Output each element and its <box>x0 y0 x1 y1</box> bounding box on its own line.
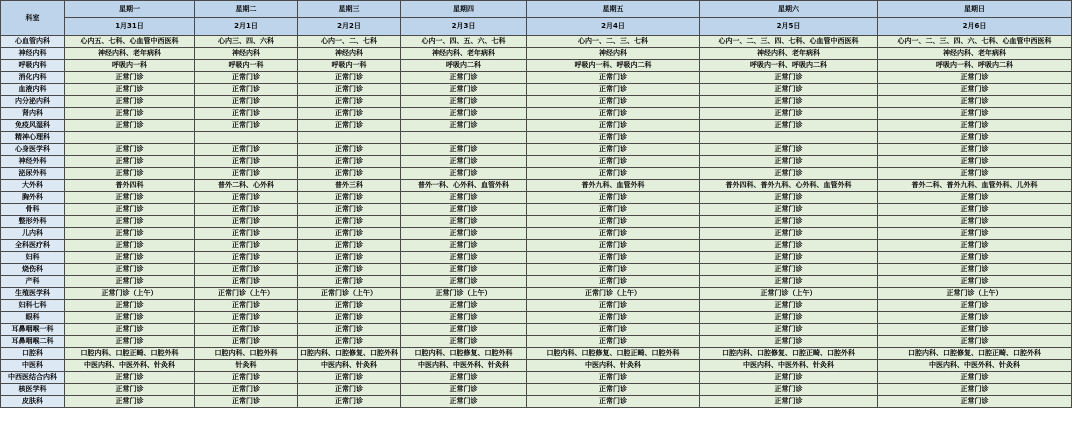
schedule-cell: 正常门诊（上午） <box>65 288 195 300</box>
schedule-cell: 普外二科、普外九科、血管外科、儿外科 <box>878 180 1072 192</box>
schedule-cell: 中医内科、中医外科、针灸科 <box>65 360 195 372</box>
schedule-cell: 正常门诊 <box>527 168 700 180</box>
weekday-header: 星期五 <box>527 1 700 18</box>
schedule-cell: 正常门诊 <box>527 396 700 408</box>
dept-name-cell: 妇科 <box>1 252 65 264</box>
schedule-cell: 正常门诊 <box>700 396 878 408</box>
schedule-cell: 正常门诊 <box>65 216 195 228</box>
table-row <box>1 72 1072 84</box>
table-row <box>1 216 1072 228</box>
schedule-cell: 正常门诊 <box>401 192 527 204</box>
schedule-cell: 神经内科 <box>195 48 298 60</box>
date-header: 2月3日 <box>401 18 527 36</box>
schedule-cell: 针灸科 <box>195 360 298 372</box>
schedule-cell: 正常门诊 <box>298 324 401 336</box>
table-row <box>1 36 1072 48</box>
schedule-cell: 正常门诊 <box>298 240 401 252</box>
schedule-cell: 正常门诊 <box>700 252 878 264</box>
schedule-cell: 正常门诊 <box>401 240 527 252</box>
schedule-cell: 中医内科、针灸科 <box>527 360 700 372</box>
schedule-cell: 正常门诊 <box>700 300 878 312</box>
schedule-cell: 正常门诊 <box>298 228 401 240</box>
schedule-cell: 正常门诊 <box>878 300 1072 312</box>
weekday-header: 星期二 <box>195 1 298 18</box>
schedule-cell: 正常门诊 <box>700 108 878 120</box>
schedule-cell: 正常门诊 <box>878 336 1072 348</box>
schedule-cell: 正常门诊 <box>527 120 700 132</box>
schedule-cell: 正常门诊 <box>527 192 700 204</box>
schedule-cell: 普外九科、血管外科 <box>527 180 700 192</box>
dept-name-cell: 妇科七科 <box>1 300 65 312</box>
schedule-cell: 正常门诊 <box>401 264 527 276</box>
schedule-cell: 正常门诊 <box>401 84 527 96</box>
schedule-cell: 正常门诊 <box>195 324 298 336</box>
schedule-cell: 正常门诊 <box>298 72 401 84</box>
dept-name-cell: 儿内科 <box>1 228 65 240</box>
schedule-cell: 正常门诊 <box>527 132 700 144</box>
schedule-cell: 心内一、四、五、六、七科 <box>401 36 527 48</box>
schedule-cell: 正常门诊 <box>298 384 401 396</box>
dept-name-cell: 消化内科 <box>1 72 65 84</box>
date-header: 1月31日 <box>65 18 195 36</box>
schedule-cell: 正常门诊 <box>878 96 1072 108</box>
schedule-cell: 呼吸内一科、呼吸内二科 <box>878 60 1072 72</box>
schedule-cell: 正常门诊 <box>65 372 195 384</box>
schedule-cell: 正常门诊（上午） <box>527 288 700 300</box>
schedule-cell: 正常门诊 <box>878 384 1072 396</box>
schedule-cell: 心内五、七科、心血管中西医科 <box>65 36 195 48</box>
dept-name-cell: 血液内科 <box>1 84 65 96</box>
schedule-cell: 正常门诊 <box>65 312 195 324</box>
table-row <box>1 396 1072 408</box>
dept-name-cell: 胸外科 <box>1 192 65 204</box>
schedule-cell: 口腔内科、口腔修复、口腔正畸、口腔外科 <box>878 348 1072 360</box>
schedule-cell: 正常门诊 <box>195 144 298 156</box>
schedule-cell: 神经内科、老年病科 <box>700 48 878 60</box>
schedule-cell: 正常门诊 <box>527 216 700 228</box>
schedule-cell: 正常门诊 <box>65 204 195 216</box>
schedule-cell: 正常门诊 <box>195 264 298 276</box>
schedule-cell: 中医内科、中医外科、针灸科 <box>401 360 527 372</box>
schedule-cell: 正常门诊 <box>401 168 527 180</box>
schedule-cell: 正常门诊 <box>298 84 401 96</box>
schedule-cell <box>401 132 527 144</box>
dept-name-cell: 心身医学科 <box>1 144 65 156</box>
schedule-cell: 正常门诊 <box>298 108 401 120</box>
dept-name-cell: 内分泌内科 <box>1 96 65 108</box>
schedule-cell: 正常门诊 <box>298 312 401 324</box>
schedule-cell: 正常门诊 <box>195 216 298 228</box>
schedule-cell: 正常门诊 <box>527 144 700 156</box>
date-header: 2月1日 <box>195 18 298 36</box>
schedule-cell: 正常门诊 <box>65 144 195 156</box>
table-row <box>1 84 1072 96</box>
schedule-cell: 口腔内科、口腔修复、口腔外科 <box>298 348 401 360</box>
schedule-cell: 正常门诊 <box>527 252 700 264</box>
schedule-cell: 正常门诊 <box>878 192 1072 204</box>
schedule-cell: 正常门诊 <box>195 396 298 408</box>
schedule-cell: 正常门诊 <box>298 300 401 312</box>
schedule-cell: 普外三科 <box>298 180 401 192</box>
schedule-cell: 正常门诊（上午） <box>700 288 878 300</box>
table-row <box>1 228 1072 240</box>
date-header: 2月6日 <box>878 18 1072 36</box>
schedule-cell: 呼吸内一科 <box>298 60 401 72</box>
schedule-cell: 正常门诊 <box>195 96 298 108</box>
schedule-cell: 正常门诊 <box>878 72 1072 84</box>
schedule-cell: 正常门诊 <box>401 72 527 84</box>
schedule-cell: 正常门诊 <box>700 192 878 204</box>
table-row <box>1 360 1072 372</box>
schedule-cell: 正常门诊 <box>878 132 1072 144</box>
schedule-cell: 正常门诊 <box>65 156 195 168</box>
schedule-cell: 神经内科 <box>527 48 700 60</box>
dept-name-cell: 口腔科 <box>1 348 65 360</box>
schedule-cell: 正常门诊 <box>401 144 527 156</box>
schedule-cell: 普外四科、普外九科、心外科、血管外科 <box>700 180 878 192</box>
dept-name-cell: 眼科 <box>1 312 65 324</box>
schedule-cell: 正常门诊 <box>527 108 700 120</box>
date-header: 2月2日 <box>298 18 401 36</box>
schedule-cell: 正常门诊 <box>65 228 195 240</box>
schedule-cell: 正常门诊 <box>878 240 1072 252</box>
table-row <box>1 300 1072 312</box>
schedule-cell: 口腔内科、口腔修复、口腔正畸、口腔外科 <box>527 348 700 360</box>
dept-name-cell: 心血管内科 <box>1 36 65 48</box>
schedule-cell: 正常门诊 <box>878 252 1072 264</box>
schedule-cell: 正常门诊 <box>195 84 298 96</box>
table-row <box>1 192 1072 204</box>
dept-name-cell: 中西医结合内科 <box>1 372 65 384</box>
schedule-cell: 正常门诊 <box>527 84 700 96</box>
schedule-cell: 正常门诊 <box>195 168 298 180</box>
dept-name-cell: 烧伤科 <box>1 264 65 276</box>
dept-name-cell: 耳鼻咽喉一科 <box>1 324 65 336</box>
schedule-cell: 普外一科、心外科、血管外科 <box>401 180 527 192</box>
dept-name-cell: 神经内科 <box>1 48 65 60</box>
table-row <box>1 240 1072 252</box>
table-row <box>1 288 1072 300</box>
schedule-cell: 正常门诊 <box>878 168 1072 180</box>
schedule-cell: 心内一、二、三、四、七科、心血管中西医科 <box>700 36 878 48</box>
schedule-cell: 正常门诊 <box>401 276 527 288</box>
schedule-cell: 正常门诊 <box>401 324 527 336</box>
dept-name-cell: 神经外科 <box>1 156 65 168</box>
schedule-cell: 正常门诊 <box>700 264 878 276</box>
table-row <box>1 156 1072 168</box>
schedule-cell: 正常门诊 <box>878 396 1072 408</box>
schedule-cell: 正常门诊 <box>401 108 527 120</box>
schedule-cell: 正常门诊 <box>700 384 878 396</box>
schedule-cell: 正常门诊 <box>401 312 527 324</box>
dept-column-header: 科室 <box>1 1 65 36</box>
schedule-cell: 正常门诊 <box>65 240 195 252</box>
schedule-cell: 正常门诊 <box>700 204 878 216</box>
schedule-cell: 正常门诊 <box>298 144 401 156</box>
schedule-cell: 正常门诊 <box>878 312 1072 324</box>
schedule-cell: 正常门诊 <box>401 228 527 240</box>
schedule-cell: 正常门诊 <box>195 276 298 288</box>
schedule-cell: 中医内科、中医外科、针灸科 <box>878 360 1072 372</box>
schedule-cell: 正常门诊 <box>700 96 878 108</box>
table-row <box>1 252 1072 264</box>
schedule-cell: 正常门诊 <box>527 72 700 84</box>
schedule-cell: 心内一、二、七科 <box>298 36 401 48</box>
schedule-cell: 正常门诊 <box>298 204 401 216</box>
schedule-cell: 正常门诊 <box>401 96 527 108</box>
schedule-cell: 正常门诊 <box>298 372 401 384</box>
weekday-header: 星期三 <box>298 1 401 18</box>
schedule-cell: 正常门诊 <box>65 276 195 288</box>
schedule-cell: 正常门诊 <box>700 324 878 336</box>
table-row <box>1 312 1072 324</box>
schedule-cell: 正常门诊 <box>527 384 700 396</box>
date-header: 2月5日 <box>700 18 878 36</box>
schedule-cell: 正常门诊 <box>298 192 401 204</box>
schedule-cell: 神经内科、老年病科 <box>65 48 195 60</box>
schedule-cell: 正常门诊 <box>401 384 527 396</box>
schedule-cell <box>298 132 401 144</box>
schedule-cell: 正常门诊 <box>700 156 878 168</box>
schedule-cell: 正常门诊 <box>195 252 298 264</box>
schedule-cell: 正常门诊 <box>298 276 401 288</box>
schedule-cell: 正常门诊 <box>195 372 298 384</box>
schedule-cell: 正常门诊 <box>195 156 298 168</box>
schedule-cell: 正常门诊 <box>700 168 878 180</box>
weekday-header: 星期一 <box>65 1 195 18</box>
schedule-cell: 正常门诊 <box>298 216 401 228</box>
date-header: 2月4日 <box>527 18 700 36</box>
schedule-cell: 正常门诊 <box>65 264 195 276</box>
table-row <box>1 180 1072 192</box>
schedule-cell: 呼吸内一科 <box>195 60 298 72</box>
schedule-cell: 正常门诊 <box>401 204 527 216</box>
schedule-cell: 正常门诊 <box>527 96 700 108</box>
table-row <box>1 204 1072 216</box>
table-row <box>1 144 1072 156</box>
table-row <box>1 48 1072 60</box>
dept-name-cell: 全科医疗科 <box>1 240 65 252</box>
dept-name-cell: 核医学科 <box>1 384 65 396</box>
schedule-cell: 正常门诊 <box>65 300 195 312</box>
schedule-cell: 呼吸内一科、呼吸内二科 <box>700 60 878 72</box>
table-row <box>1 132 1072 144</box>
schedule-cell: 正常门诊 <box>195 312 298 324</box>
schedule-cell: 正常门诊 <box>298 156 401 168</box>
table-row <box>1 108 1072 120</box>
schedule-cell: 正常门诊 <box>298 96 401 108</box>
schedule-cell: 正常门诊 <box>298 396 401 408</box>
schedule-cell: 正常门诊 <box>65 396 195 408</box>
schedule-cell: 正常门诊 <box>878 264 1072 276</box>
schedule-cell: 正常门诊 <box>401 156 527 168</box>
schedule-cell: 正常门诊 <box>401 372 527 384</box>
schedule-cell: 正常门诊（上午） <box>401 288 527 300</box>
schedule-cell: 正常门诊 <box>298 336 401 348</box>
schedule-cell: 正常门诊 <box>65 72 195 84</box>
schedule-cell: 正常门诊 <box>65 120 195 132</box>
schedule-cell: 正常门诊 <box>700 240 878 252</box>
dept-name-cell: 精神心理科 <box>1 132 65 144</box>
schedule-cell: 口腔内科、口腔正畸、口腔外科 <box>65 348 195 360</box>
schedule-cell: 正常门诊 <box>401 300 527 312</box>
schedule-cell: 神经内科、老年病科 <box>401 48 527 60</box>
schedule-cell: 神经内科、老年病科 <box>878 48 1072 60</box>
schedule-cell: 正常门诊 <box>878 204 1072 216</box>
schedule-cell: 正常门诊 <box>195 240 298 252</box>
schedule-cell: 正常门诊 <box>195 204 298 216</box>
dept-name-cell: 肾内科 <box>1 108 65 120</box>
schedule-cell: 正常门诊 <box>195 72 298 84</box>
schedule-cell <box>195 132 298 144</box>
schedule-cell: 正常门诊 <box>298 252 401 264</box>
header-date-row <box>1 18 1072 36</box>
schedule-cell: 神经内科 <box>298 48 401 60</box>
dept-name-cell: 整形外科 <box>1 216 65 228</box>
schedule-cell: 口腔内科、口腔外科 <box>195 348 298 360</box>
table-row <box>1 120 1072 132</box>
dept-name-cell: 呼吸内科 <box>1 60 65 72</box>
schedule-cell: 正常门诊 <box>65 336 195 348</box>
schedule-cell: 正常门诊 <box>527 264 700 276</box>
schedule-cell: 正常门诊 <box>195 192 298 204</box>
schedule-cell: 正常门诊（上午） <box>195 288 298 300</box>
schedule-cell: 正常门诊 <box>65 252 195 264</box>
schedule-cell: 正常门诊 <box>65 192 195 204</box>
dept-name-cell: 泌尿外科 <box>1 168 65 180</box>
schedule-cell: 正常门诊 <box>878 84 1072 96</box>
schedule-cell: 正常门诊（上午） <box>298 288 401 300</box>
schedule-cell: 正常门诊 <box>298 120 401 132</box>
schedule-cell: 正常门诊 <box>700 216 878 228</box>
schedule-cell: 正常门诊 <box>878 276 1072 288</box>
schedule-cell: 呼吸内二科 <box>401 60 527 72</box>
schedule-cell: 正常门诊 <box>700 144 878 156</box>
schedule-cell: 正常门诊 <box>195 336 298 348</box>
schedule-cell: 正常门诊 <box>700 312 878 324</box>
dept-name-cell: 耳鼻咽喉二科 <box>1 336 65 348</box>
schedule-body <box>1 36 1072 408</box>
schedule-cell: 正常门诊（上午） <box>878 288 1072 300</box>
schedule-cell: 正常门诊 <box>878 120 1072 132</box>
table-row <box>1 324 1072 336</box>
schedule-cell: 正常门诊 <box>65 84 195 96</box>
table-row <box>1 372 1072 384</box>
schedule-cell: 正常门诊 <box>401 336 527 348</box>
schedule-cell: 正常门诊 <box>527 336 700 348</box>
schedule-cell: 正常门诊 <box>401 252 527 264</box>
schedule-cell: 正常门诊 <box>195 384 298 396</box>
weekday-header: 星期日 <box>878 1 1072 18</box>
dept-name-cell: 大外科 <box>1 180 65 192</box>
schedule-cell: 正常门诊 <box>527 240 700 252</box>
schedule-cell: 正常门诊 <box>878 108 1072 120</box>
schedule-cell: 正常门诊 <box>700 372 878 384</box>
schedule-cell: 心内三、四、六科 <box>195 36 298 48</box>
dept-name-cell: 中医科 <box>1 360 65 372</box>
schedule-cell: 正常门诊 <box>65 384 195 396</box>
schedule-cell: 正常门诊 <box>878 228 1072 240</box>
schedule-cell: 正常门诊 <box>878 156 1072 168</box>
schedule-cell: 正常门诊 <box>195 120 298 132</box>
schedule-cell: 正常门诊 <box>527 228 700 240</box>
dept-name-cell: 免疫风湿科 <box>1 120 65 132</box>
schedule-cell: 正常门诊 <box>700 336 878 348</box>
dept-name-cell: 生殖医学科 <box>1 288 65 300</box>
schedule-cell: 正常门诊 <box>700 120 878 132</box>
schedule-cell: 正常门诊 <box>878 216 1072 228</box>
schedule-cell: 正常门诊 <box>878 324 1072 336</box>
weekday-header: 星期六 <box>700 1 878 18</box>
table-row <box>1 276 1072 288</box>
schedule-cell: 正常门诊 <box>401 396 527 408</box>
table-row <box>1 348 1072 360</box>
schedule-cell: 正常门诊 <box>700 72 878 84</box>
table-row <box>1 60 1072 72</box>
weekday-header: 星期四 <box>401 1 527 18</box>
dept-name-cell: 皮肤科 <box>1 396 65 408</box>
schedule-cell: 正常门诊 <box>878 372 1072 384</box>
schedule-cell <box>700 132 878 144</box>
header-weekday-row <box>1 1 1072 18</box>
table-row <box>1 336 1072 348</box>
table-row <box>1 384 1072 396</box>
schedule-cell: 呼吸内一科 <box>65 60 195 72</box>
schedule-cell: 中医内科、针灸科 <box>298 360 401 372</box>
dept-name-cell: 骨科 <box>1 204 65 216</box>
schedule-cell: 正常门诊 <box>700 228 878 240</box>
schedule-cell: 正常门诊 <box>65 324 195 336</box>
schedule-cell: 口腔内科、口腔修复、口腔外科 <box>401 348 527 360</box>
schedule-cell <box>65 132 195 144</box>
schedule-cell: 心内一、二、三、四、六、七科、心血管中西医科 <box>878 36 1072 48</box>
schedule-cell: 中医内科、中医外科、针灸科 <box>700 360 878 372</box>
schedule-cell: 正常门诊 <box>527 276 700 288</box>
schedule-cell: 正常门诊 <box>401 216 527 228</box>
dept-name-cell: 产科 <box>1 276 65 288</box>
schedule-cell: 正常门诊 <box>700 276 878 288</box>
table-row <box>1 168 1072 180</box>
schedule-cell: 口腔内科、口腔修复、口腔正畸、口腔外科 <box>700 348 878 360</box>
schedule-cell: 正常门诊 <box>527 300 700 312</box>
schedule-cell: 正常门诊 <box>65 96 195 108</box>
schedule-cell: 正常门诊 <box>65 168 195 180</box>
table-row <box>1 96 1072 108</box>
schedule-cell: 正常门诊 <box>195 228 298 240</box>
schedule-cell: 正常门诊 <box>878 144 1072 156</box>
schedule-cell: 正常门诊 <box>298 168 401 180</box>
schedule-cell: 呼吸内一科、呼吸内二科 <box>527 60 700 72</box>
schedule-cell: 普外四科 <box>65 180 195 192</box>
schedule-cell: 普外二科、心外科 <box>195 180 298 192</box>
schedule-cell: 正常门诊 <box>527 312 700 324</box>
schedule-cell: 正常门诊 <box>527 324 700 336</box>
schedule-cell: 正常门诊 <box>527 204 700 216</box>
schedule-cell: 心内一、二、三、七科 <box>527 36 700 48</box>
schedule-cell: 正常门诊 <box>65 108 195 120</box>
schedule-cell: 正常门诊 <box>195 300 298 312</box>
schedule-cell: 正常门诊 <box>401 120 527 132</box>
table-row <box>1 264 1072 276</box>
schedule-cell: 正常门诊 <box>298 264 401 276</box>
schedule-cell: 正常门诊 <box>527 372 700 384</box>
schedule-cell: 正常门诊 <box>527 156 700 168</box>
schedule-cell: 正常门诊 <box>700 84 878 96</box>
schedule-cell: 正常门诊 <box>195 108 298 120</box>
